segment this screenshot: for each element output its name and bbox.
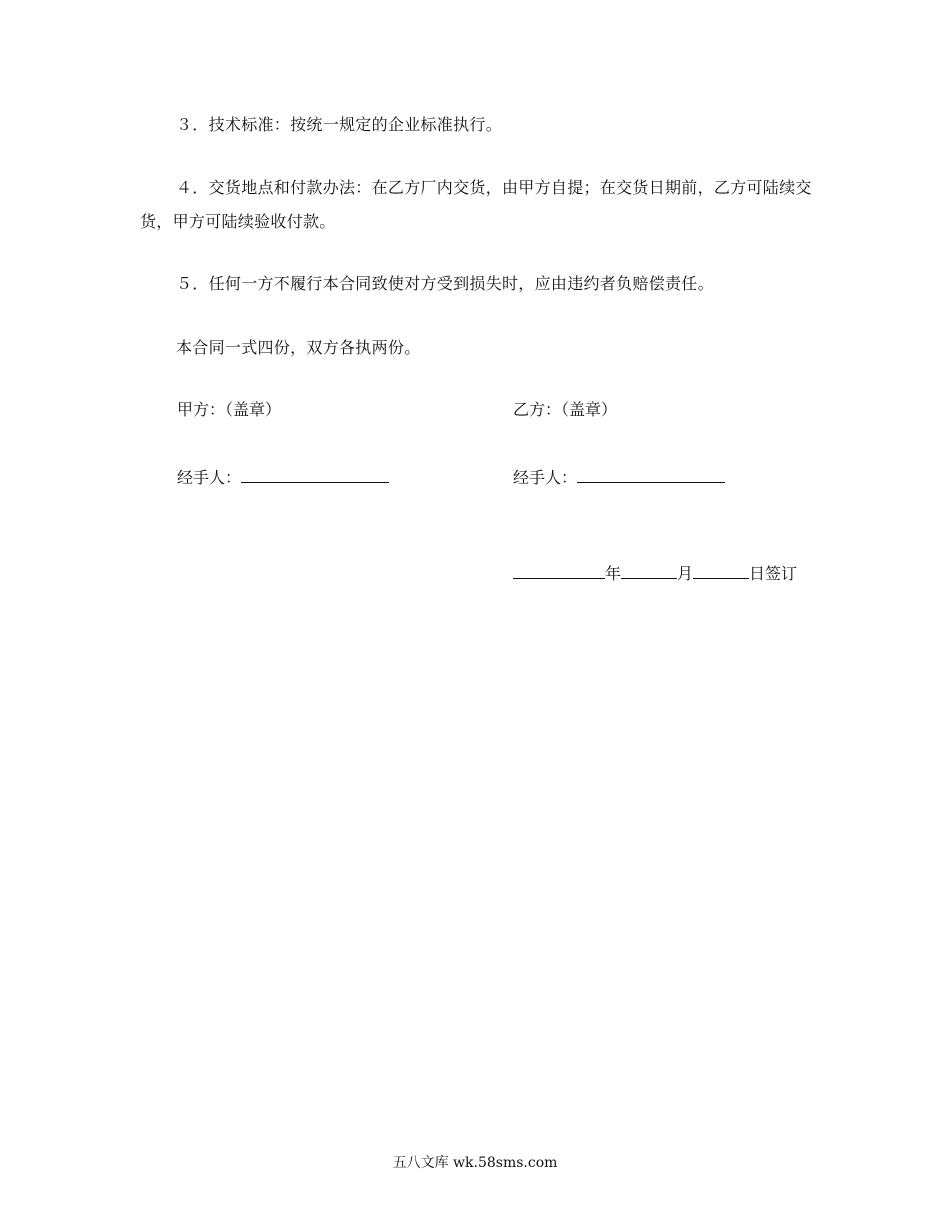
footer-watermark: 五八文库 wk.58sms.com (392, 1155, 558, 1171)
clause-3: ３．技术标准：按统一规定的企业标准执行。 (176, 115, 503, 134)
handler-label: 经手人： (177, 468, 242, 487)
party-b-seal: 乙方：（盖章） (513, 400, 618, 419)
party-a-seal: 甲方：（盖章） (177, 400, 282, 419)
clause-5: ５．任何一方不履行本合同致使对方受到损失时，应由违约者负赔偿责任。 (176, 274, 714, 293)
month-label: 月 (677, 564, 694, 583)
party-a-handler (177, 464, 389, 490)
handler-signature-line (577, 464, 725, 483)
handler-label: 经手人： (513, 468, 578, 487)
day-blank (693, 560, 749, 579)
clause-4: ４．交货地点和付款办法：在乙方厂内交货，由甲方自提；在交货日期前，乙方可陆续交货，甲方可陆续验收付款。 (140, 178, 812, 231)
copies-statement: 本合同一式四份，双方各执两份。 (176, 338, 421, 357)
handler-signature-line (241, 464, 389, 483)
year-label: 年 (605, 564, 622, 583)
signing-date (513, 560, 797, 586)
month-blank (621, 560, 677, 579)
day-signed-label: 日签订 (749, 564, 798, 583)
year-blank (513, 560, 605, 579)
party-b-handler (513, 464, 725, 490)
